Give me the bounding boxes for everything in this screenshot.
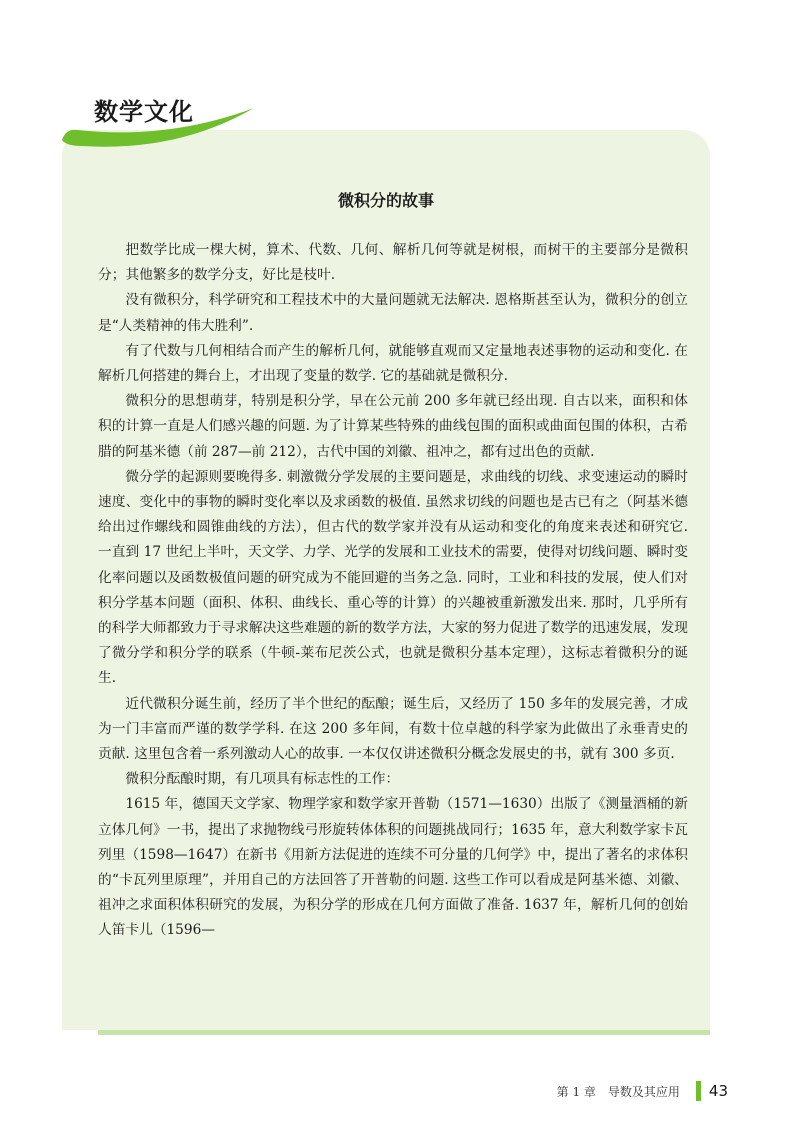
paragraph: 微积分的思想萌芽，特别是积分学，早在公元前 200 多年就已经出现. 自古以来，面积和体积的计算一直是人们感兴趣的问题. 为了计算某些特殊的曲线包围的面积或曲面包围的体积，古希腊的阿基米德（前 287—前 212），古代中国的刘徽、祖冲之，都有过出色的贡献.: [98, 393, 688, 460]
paragraph: 微分学的起源则要晚得多. 刺激微分学发展的主要问题是，求曲线的切线、求变速运动的瞬时速度、变化中的事物的瞬时变化率以及求函数的极值. 虽然求切线的问题也是古已有之（阿基米德给出过作螺线和圆锥曲线的方法），但古代的数学家并没有从运动和变化的角度来表述和研究它. 一直到 17 世纪上半叶，天文学、力学、光学的发展和工业技术的需要，使得对切线问题、瞬时变化率问题以及函数极值问题的研究成为不能回避的当务之急. 同时，工业和科技的发展，使人们对积分学基本问题（面积、体积、曲线长、重心等的计算）的兴趣被重新激发出来. 那时，几乎所有的科学大师都致力于寻求解决这些难题的新的数学方法，大家的努力促进了数学的迅速发展，发现了微分学和积分学的联系（牛顿-莱布尼茨公式，也就是微积分基本定理），这标志着微积分的诞生.: [98, 468, 688, 687]
paragraph: 微积分酝酿时期，有几项具有标志性的工作：: [125, 771, 400, 788]
page-number: 43: [708, 1082, 728, 1100]
article-title: 微积分的故事: [337, 191, 434, 210]
paragraph: 近代微积分诞生前，经历了半个世纪的酝酿；诞生后，又经历了 150 多年的发展完善，才成为一门丰富而严谨的数学学科. 在这 200 多年间，有数十位卓越的科学家为此做出了永垂青史的贡献. 这里包含着一系列激动人心的故事. 一本仅仅讲述微积分概念发展史的书，就有 300 多页.: [98, 695, 688, 763]
paragraph: 没有微积分，科学研究和工程技术中的大量问题就无法解决. 恩格斯甚至认为，微积分的创立是“人类精神的伟大胜利”.: [98, 292, 688, 334]
paragraph: 1615 年，德国天文学家、物理学家和数学家开普勒（1571—1630）出版了《测量酒桶的新立体几何》一书，提出了求抛物线弓形旋转体体积的问题挑战同行；1635 年，意大利数学家卡瓦列里（1598—1647）在新书《用新方法促进的连续不可分量的几何学》中，提出了著名的求体积的“卡瓦列里原理”，并用自己的方法回答了开普勒的问题. 这些工作可以看成是阿基米德、刘徽、祖冲之求面积体积研究的发展，为积分学的形成在几何方面做了准备. 1637 年，解析几何的创始人笛卡儿（1596—: [98, 796, 688, 939]
paragraph: 有了代数与几何相结合而产生的解析几何，就能够直观而又定量地表述事物的运动和变化. 在解析几何搭建的舞台上，才出现了变量的数学. 它的基础就是微积分.: [98, 342, 688, 385]
article-body: [98, 238, 688, 944]
section-title: 数学文化: [94, 98, 194, 126]
bottom-divider: [98, 1030, 710, 1035]
page-footer: [557, 1081, 728, 1101]
chapter-label: 第 1 章 导数及其应用: [556, 1084, 680, 1099]
paragraph: 把数学比成一棵大树，算术、代数、几何、解析几何等就是树根，而树干的主要部分是微积分；其他繁多的数学分支，好比是枝叶.: [98, 242, 688, 284]
footer-accent-bar: [696, 1081, 701, 1101]
